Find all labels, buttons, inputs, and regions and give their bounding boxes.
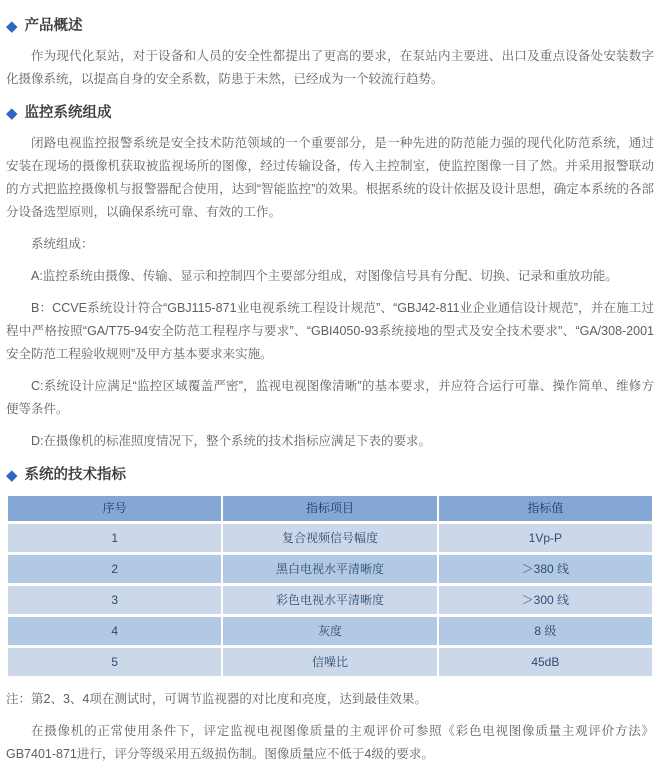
table-cell: 3 <box>8 586 221 614</box>
table-cell: 彩色电视水平清晰度 <box>223 586 436 614</box>
table-header-cell: 序号 <box>8 496 221 521</box>
table-note: 注：第2、3、4项在测试时，可调节监视器的对比度和亮度，达到最佳效果。 <box>6 692 427 706</box>
table-cell: 黑白电视水平清晰度 <box>223 555 436 583</box>
table-cell: 5 <box>8 648 221 676</box>
closing-paragraph: 在摄像机的正常使用条件下，评定监视电视图像质量的主观评价可参照《彩色电视图像质量主观评价方法》GB7401-871进行，评分等级采用五级损伤制。图像质量应不低于4级的要求。 <box>6 724 654 761</box>
table-cell: 信噪比 <box>223 648 436 676</box>
section-title-text: 系统的技术指标 <box>24 467 127 483</box>
table-cell: 复合视频信号幅度 <box>223 524 436 552</box>
paragraph: 闭路电视监控报警系统是安全技术防范领域的一个重要部分，是一种先进的防范能力强的现代化防范系统，通过安装在现场的摄像机获取被监视场所的图像，经过传输设备，传入主控制室，使监控图像一目了然。并采用报警联动的方式把监控摄像机与报警器配合使用，达到“智能监控”的效果。根据系统的设计依据及设计思想，确定本系统的各部分设备选型原则，以确保系统可靠、有效的工作。 <box>6 136 654 219</box>
table-cell: 4 <box>8 617 221 645</box>
table-header-cell: 指标项目 <box>223 496 436 521</box>
diamond-icon: ◆ <box>6 18 18 35</box>
diamond-icon: ◆ <box>6 105 18 122</box>
table-cell: 灰度 <box>223 617 436 645</box>
table-cell: ＞300 线 <box>439 586 652 614</box>
table-row <box>8 617 652 645</box>
table-header-row <box>8 496 652 521</box>
section-title-technical-specs <box>6 466 654 485</box>
paragraph: B：CCVE系统设计符合“GBJ115-871业电视系统工程设计规范”、“GBJ42-811业企业通信设计规范”，并在施工过程中严格按照“GA/T75-94安全防范工程程序与要求”、“GBI4050-93系统接地的型式及安全技术要求”、“GA/308-2001安全防范工程验收规则”及甲方基本要求来实施。 <box>6 301 654 361</box>
table-cell: 1Vp-P <box>439 524 652 552</box>
section-title-text: 监控系统组成 <box>24 105 112 121</box>
spec-table <box>6 493 654 679</box>
section-title-text: 产品概述 <box>24 18 83 34</box>
table-cell: 45dB <box>439 648 652 676</box>
table-cell: 2 <box>8 555 221 583</box>
table-cell: ＞380 线 <box>439 555 652 583</box>
table-row <box>8 555 652 583</box>
table-cell: 8 级 <box>439 617 652 645</box>
table-row <box>8 648 652 676</box>
paragraph: C:系统设计应满足“监控区域覆盖严密”，监视电视图像清晰”的基本要求，并应符合运行可靠、操作简单、维修方便等条件。 <box>6 379 654 416</box>
table-row <box>8 586 652 614</box>
paragraph: D:在摄像机的标准照度情况下，整个系统的技术指标应满足下表的要求。 <box>31 434 432 448</box>
paragraph: 作为现代化泵站，对于设备和人员的安全性都提出了更高的要求，在泵站内主要进、出口及重点设备处安装数字化摄像系统，以提高自身的安全系数，防患于未然，已经成为一个较流行趋势。 <box>6 49 654 86</box>
table-row <box>8 524 652 552</box>
table-cell: 1 <box>8 524 221 552</box>
table-header-cell: 指标值 <box>439 496 652 521</box>
paragraph: 系统组成： <box>31 237 94 251</box>
section-title-product-overview <box>6 17 654 36</box>
paragraph: A:监控系统由摄像、传输、显示和控制四个主要部分组成，对图像信号具有分配、切换、记录和重放功能。 <box>31 269 618 283</box>
section-title-system-composition <box>6 104 654 123</box>
diamond-icon: ◆ <box>6 467 18 484</box>
